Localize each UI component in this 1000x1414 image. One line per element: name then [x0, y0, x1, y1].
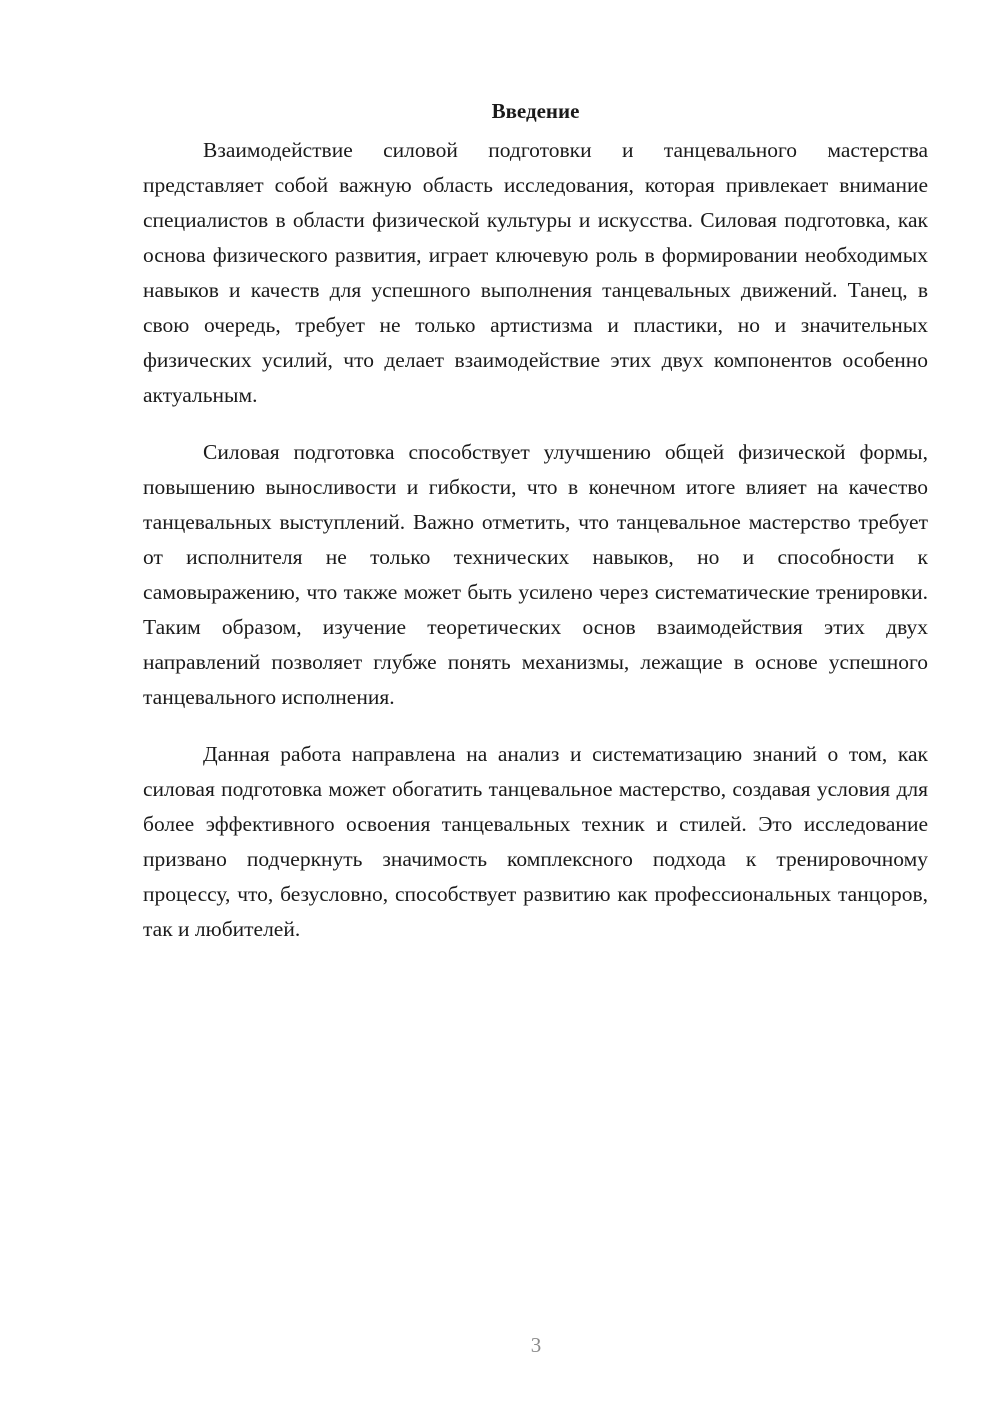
- paragraph-1: Взаимодействие силовой подготовки и танцевального мастерства представляет собой важную область исследования, которая привлекает внимание специалистов в области физической культуры и искусства. Силовая подготовка, как основа физического развития, играет ключевую роль в формировании необходимых навыков и качеств для успешного выполнения танцевальных движений. Танец, в свою очередь, требует не только артистизма и пластики, но и значительных физических усилий, что делает взаимодействие этих двух компонентов особенно актуальным.: [143, 138, 928, 407]
- paragraph-3: Данная работа направлена на анализ и систематизацию знаний о том, как силовая подготовка может обогатить танцевальное мастерство, создавая условия для более эффективного освоения танцевальных техник и стилей. Это исследование призвано подчеркнуть значимость комплексного подхода к тренировочному процессу, что, безусловно, способствует развитию как профессиональных танцоров, так и любителей.: [143, 742, 928, 941]
- document-body: [143, 96, 928, 947]
- page-number: 3: [530, 1333, 542, 1357]
- paragraph-2: Силовая подготовка способствует улучшению общей физической формы, повышению выносливости и гибкости, что в конечном итоге влияет на качество танцевальных выступлений. Важно отметить, что танцевальное мастерство требует от исполнителя не только технических навыков, но и способности к самовыражению, что также может быть усилено через систематические тренировки. Таким образом, изучение теоретических основ взаимодействия этих двух направлений позволяет глубже понять механизмы, лежащие в основе успешного танцевального исполнения.: [143, 440, 928, 709]
- section-heading: Введение: [491, 99, 580, 123]
